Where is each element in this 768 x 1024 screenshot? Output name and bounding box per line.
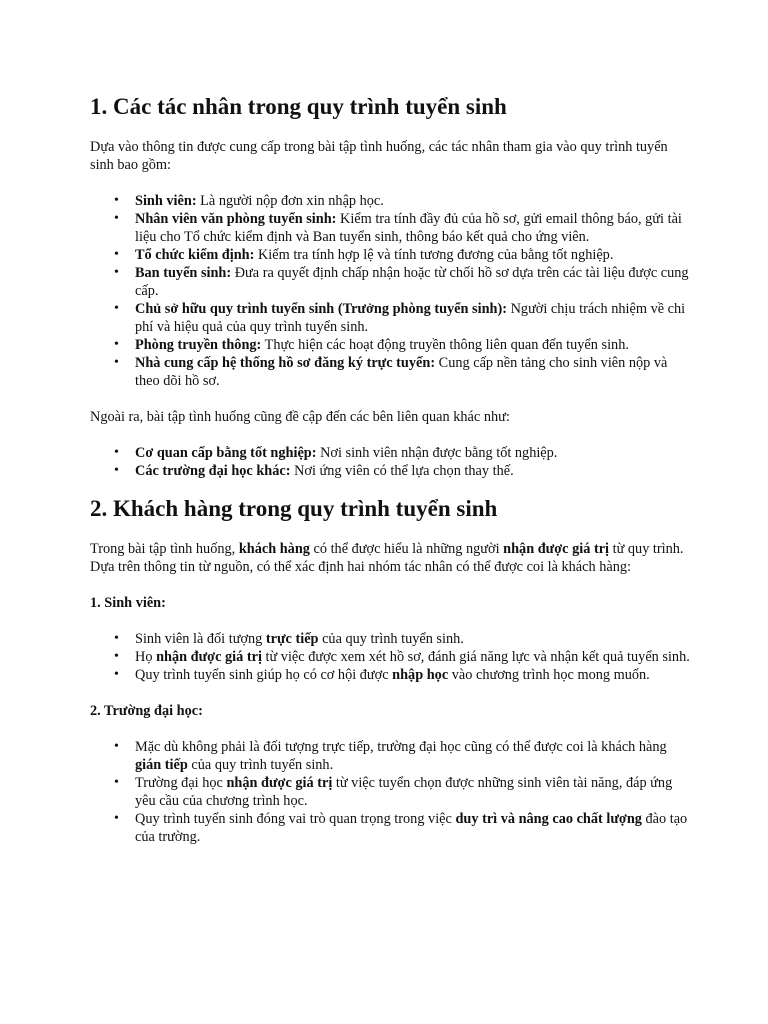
list-item: • Quy trình tuyển sinh đóng vai trò quan trọng trong việc duy trì và nâng cao chất lượng đào tạo của trường.	[90, 810, 690, 846]
other-stakeholders-intro: Ngoài ra, bài tập tình huống cũng đề cập đến các bên liên quan khác như:	[90, 409, 510, 425]
list-item: • Họ nhận được giá trị từ việc được xem xét hồ sơ, đánh giá năng lực và nhận kết quả tuyển sinh.	[90, 648, 690, 666]
list-item: • Sinh viên là đối tượng trực tiếp của quy trình tuyển sinh.	[90, 630, 690, 648]
group-1-title: 1. Sinh viên:	[90, 595, 166, 611]
section-1-heading: 1. Các tác nhân trong quy trình tuyển sinh	[90, 94, 507, 119]
list-item: • Các trường đại học khác: Nơi ứng viên có thể lựa chọn thay thế.	[90, 462, 690, 480]
section-1-intro: Dựa vào thông tin được cung cấp trong bài tập tình huống, các tác nhân tham gia vào quy trình tuyển sinh bao gồm:	[90, 139, 668, 173]
group-1-list	[90, 630, 690, 684]
list-item: • Chủ sở hữu quy trình tuyển sinh (Trưởng phòng tuyển sinh): Người chịu trách nhiệm về chi phí và hiệu quả của quy trình tuyển sinh.	[90, 300, 690, 336]
list-item: • Nhà cung cấp hệ thống hồ sơ đăng ký trực tuyến: Cung cấp nền tảng cho sinh viên nộp và theo dõi hồ sơ.	[90, 354, 690, 390]
list-item: • Ban tuyển sinh: Đưa ra quyết định chấp nhận hoặc từ chối hồ sơ dựa trên các tài liệu được cung cấp.	[90, 264, 690, 300]
list-item: • Cơ quan cấp bằng tốt nghiệp: Nơi sinh viên nhận được bằng tốt nghiệp.	[90, 444, 690, 462]
list-item: • Nhân viên văn phòng tuyển sinh: Kiểm tra tính đầy đủ của hồ sơ, gửi email thông báo, gửi tài liệu cho Tổ chức kiểm định và Ban tuyển sinh, thông báo kết quả cho ứng viên.	[90, 210, 690, 246]
list-item: • Trường đại học nhận được giá trị từ việc tuyển chọn được những sinh viên tài năng, đáp ứng yêu cầu của chương trình học.	[90, 774, 690, 810]
actors-list	[90, 192, 690, 390]
document-page	[90, 92, 690, 846]
list-item: • Quy trình tuyển sinh giúp họ có cơ hội được nhập học vào chương trình học mong muốn.	[90, 666, 690, 684]
section-2-intro: Trong bài tập tình huống, khách hàng có thể được hiểu là những người nhận được giá trị từ quy trình. Dựa trên thông tin từ nguồn, có thể xác định hai nhóm tác nhân có thể được coi là khách hàng:	[90, 541, 684, 575]
list-item: • Mặc dù không phải là đối tượng trực tiếp, trường đại học cũng có thể được coi là khách hàng gián tiếp của quy trình tuyển sinh.	[90, 738, 690, 774]
section-2-heading: 2. Khách hàng trong quy trình tuyển sinh	[90, 496, 498, 521]
list-item: • Phòng truyền thông: Thực hiện các hoạt động truyền thông liên quan đến tuyển sinh.	[90, 336, 690, 354]
list-item: • Tổ chức kiểm định: Kiểm tra tính hợp lệ và tính tương đương của bằng tốt nghiệp.	[90, 246, 690, 264]
group-2-title: 2. Trường đại học:	[90, 703, 203, 719]
list-item: • Sinh viên: Là người nộp đơn xin nhập học.	[90, 192, 690, 210]
other-stakeholders-list	[90, 444, 690, 480]
group-2-list	[90, 738, 690, 846]
